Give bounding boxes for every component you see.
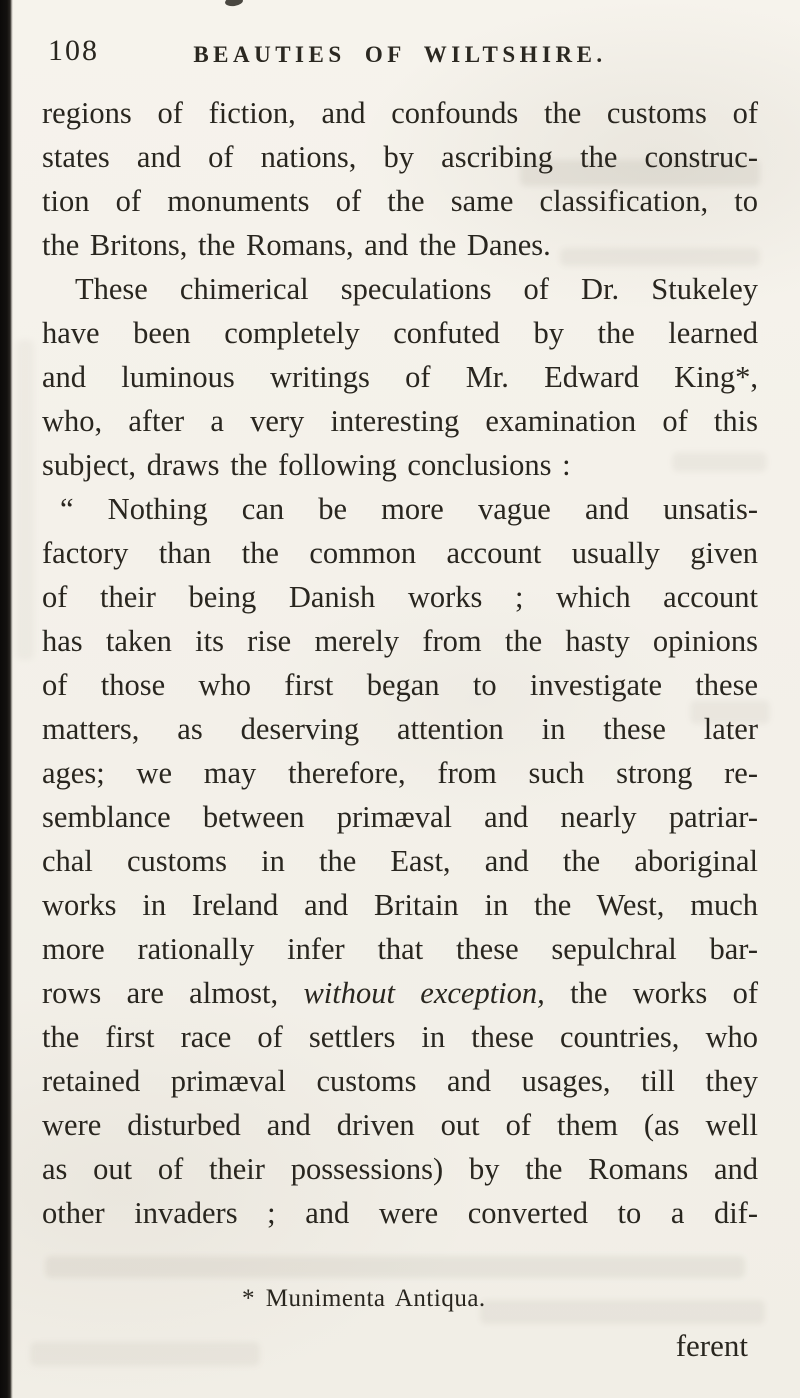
- running-header: BEAUTIES OF WILTSHIRE.: [193, 42, 607, 67]
- scan-artifact-top-mark: [224, 0, 243, 7]
- bleed-through-mark: [45, 1256, 745, 1278]
- bleed-through-mark: [30, 1342, 260, 1366]
- body-line: subject, draws the following conclusions :: [42, 448, 571, 482]
- body-line-with-italic: [42, 971, 758, 1015]
- paragraph: [42, 267, 758, 487]
- body-line: has taken its rise merely from the hasty opinions: [42, 624, 758, 658]
- body-line: the Britons, the Romans, and the Danes.: [42, 228, 551, 262]
- paragraph: [42, 91, 758, 267]
- line-segment: the works of: [570, 976, 758, 1010]
- line-segment: rows are almost,: [42, 976, 279, 1010]
- italic-phrase: without exception,: [303, 976, 545, 1010]
- body-line: as out of their possessions) by the Romans and: [42, 1152, 758, 1186]
- scan-edge-strip: [0, 0, 13, 1398]
- body-text: [42, 91, 758, 1235]
- body-line: matters, as deserving attention in these later: [42, 712, 758, 746]
- body-line: the first race of settlers in these countries, who: [42, 1020, 758, 1054]
- body-line: of those who first began to investigate these: [42, 668, 758, 702]
- footnote: * Munimenta Antiqua.: [242, 1285, 486, 1312]
- body-line: more rationally infer that these sepulchral bar-: [42, 932, 758, 966]
- body-line: and luminous writings of Mr. Edward King*,: [42, 360, 758, 394]
- body-line: These chimerical speculations of Dr. Stukeley: [75, 272, 758, 306]
- body-line: ages; we may therefore, from such strong re-: [42, 756, 758, 790]
- body-line: “ Nothing can be more vague and unsatis-: [60, 492, 758, 526]
- body-line: states and of nations, by ascribing the construc-: [42, 140, 758, 174]
- body-line: have been completely confuted by the learned: [42, 316, 758, 350]
- body-line: works in Ireland and Britain in the West, much: [42, 888, 758, 922]
- body-line: semblance between primæval and nearly patriar-: [42, 800, 758, 834]
- page-number: 108: [48, 34, 99, 67]
- body-line: were disturbed and driven out of them (as well: [42, 1108, 758, 1142]
- bleed-through-mark: [16, 340, 34, 660]
- paragraph: [42, 487, 758, 1235]
- body-line: factory than the common account usually given: [42, 536, 758, 570]
- body-line: of their being Danish works ; which account: [42, 580, 758, 614]
- body-line: other invaders ; and were converted to a dif-: [42, 1196, 758, 1230]
- bleed-through-mark: [480, 1300, 765, 1324]
- body-line: who, after a very interesting examination of this: [42, 404, 758, 438]
- catchword: ferent: [675, 1328, 748, 1363]
- body-line: retained primæval customs and usages, till they: [42, 1064, 758, 1098]
- body-line: chal customs in the East, and the aboriginal: [42, 844, 758, 878]
- body-line: regions of fiction, and confounds the customs of: [42, 96, 758, 130]
- body-line: tion of monuments of the same classification, to: [42, 184, 758, 218]
